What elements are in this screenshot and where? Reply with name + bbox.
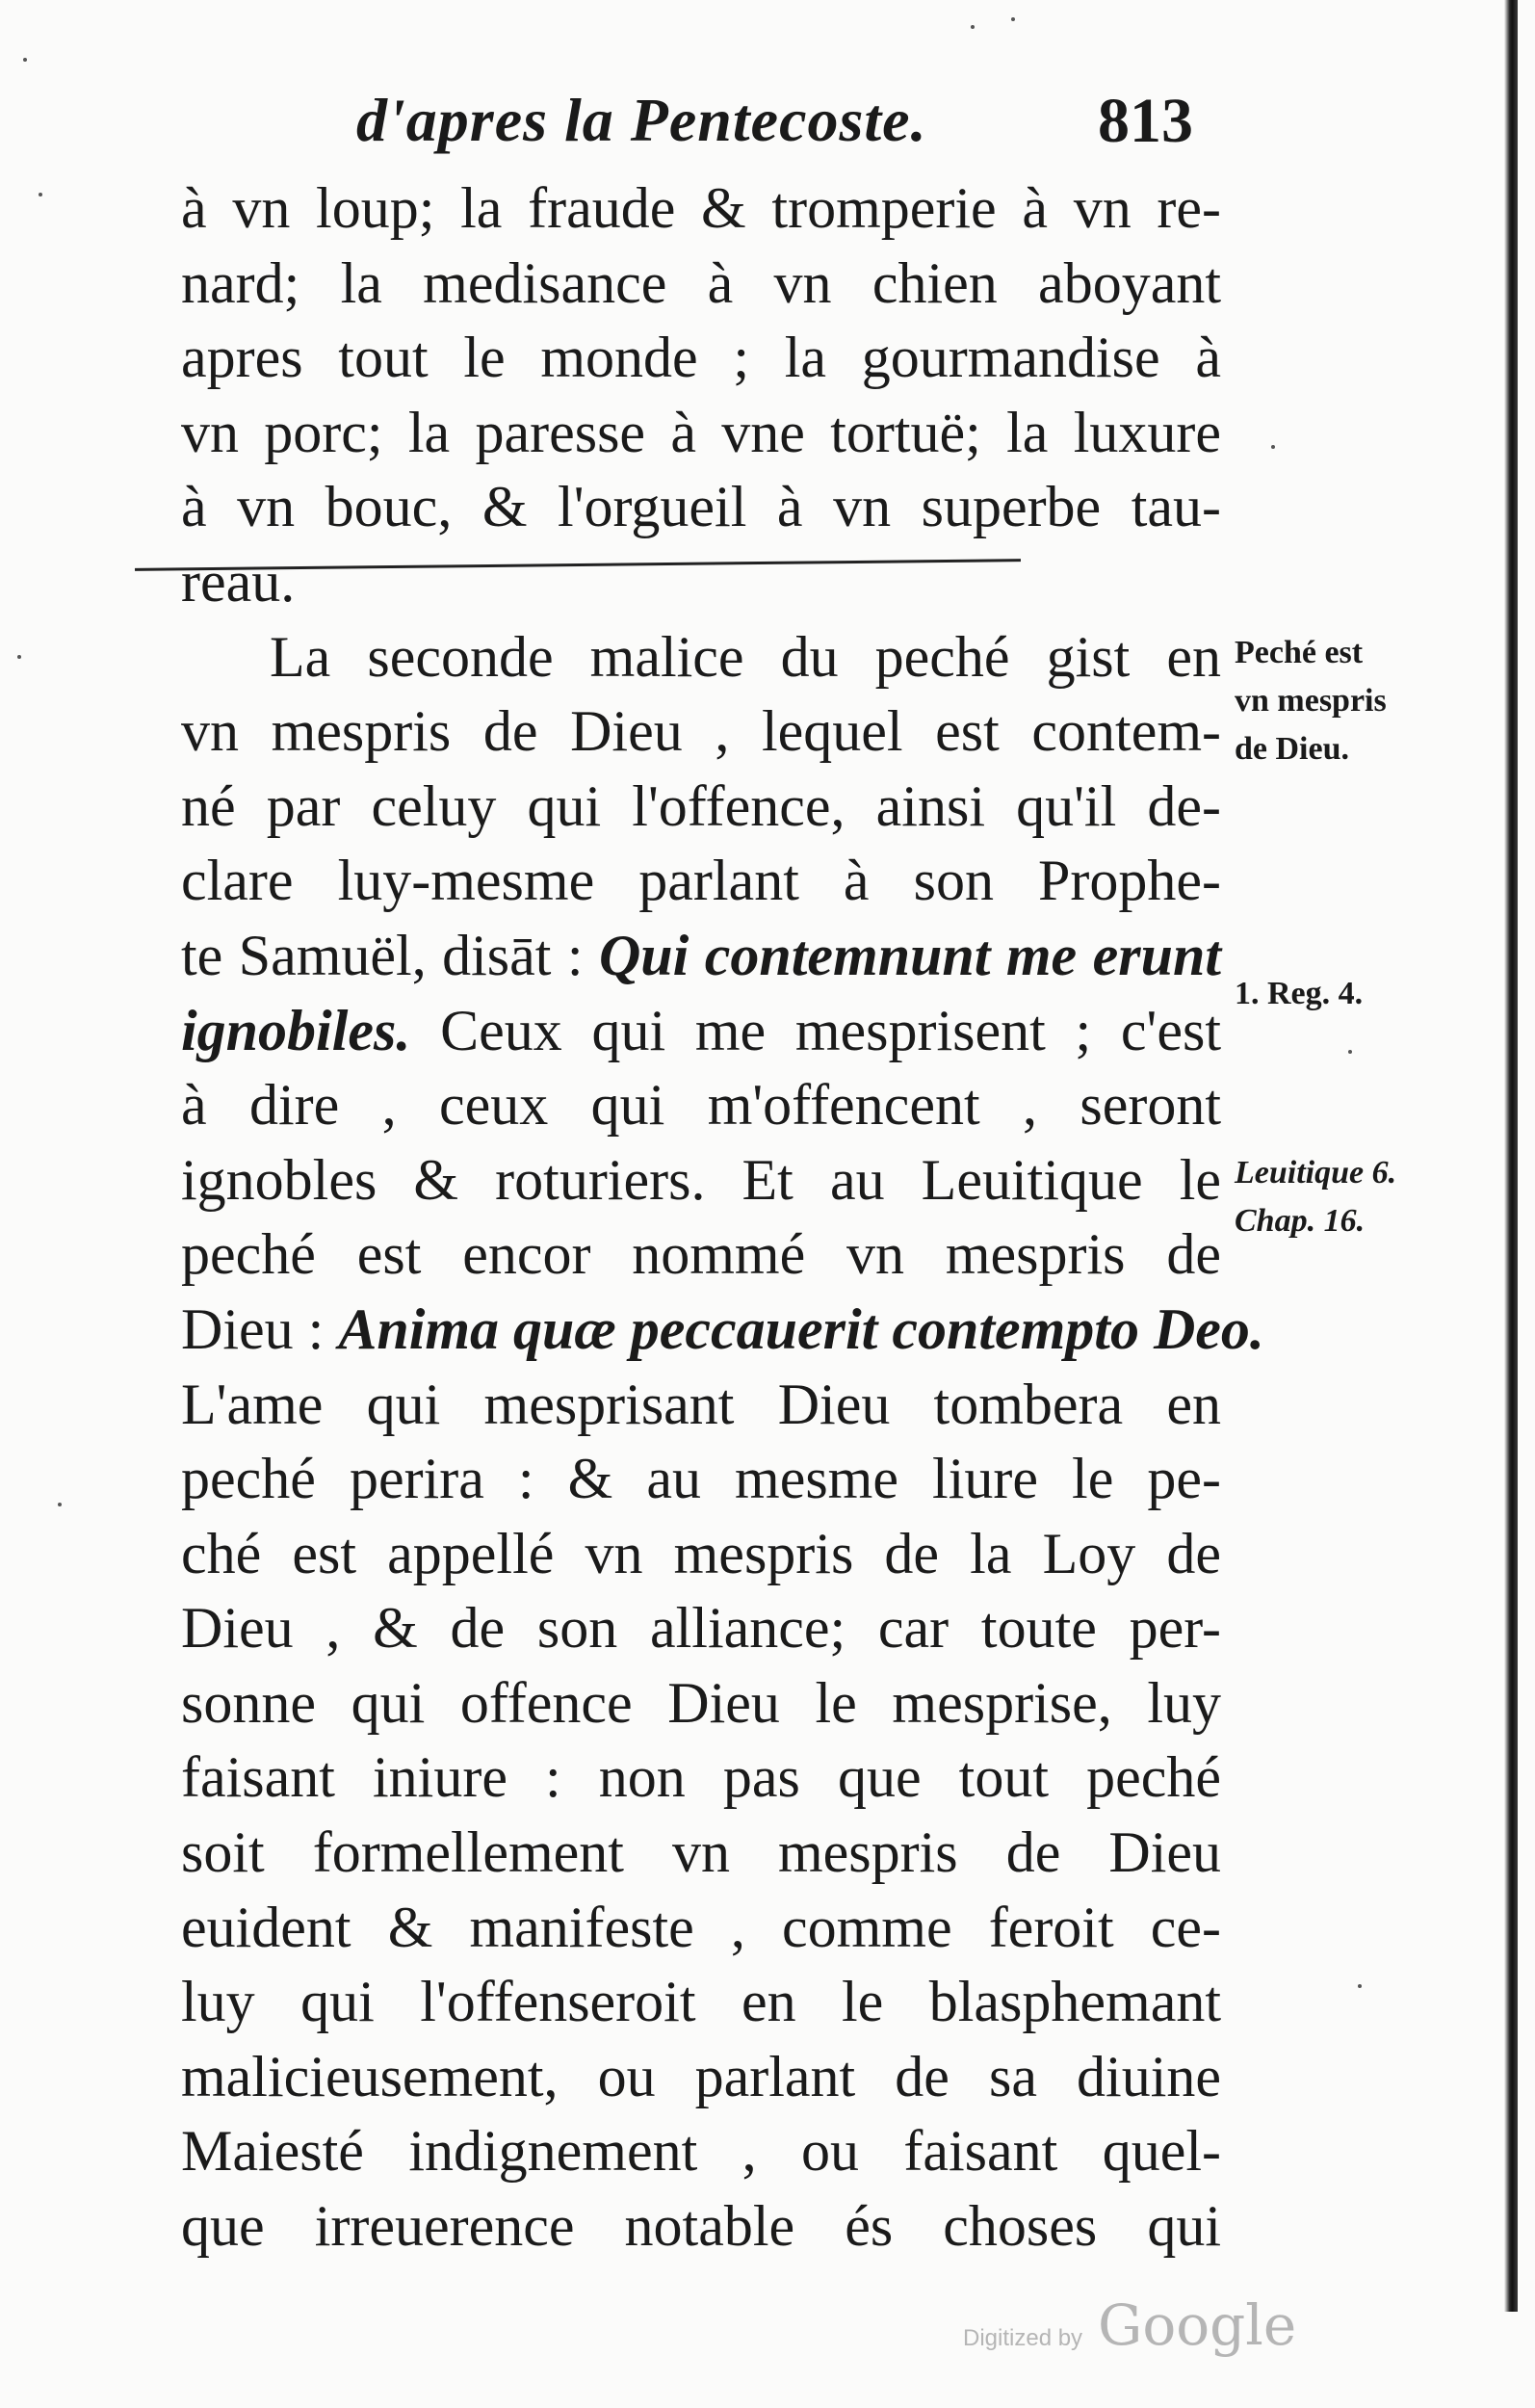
text-line: L'ame qui mesprisant Dieu tombera en — [181, 1372, 1221, 1436]
text-line: Dieu , & de son alliance; car toute per- — [181, 1596, 1221, 1661]
text-segment: Dieu : — [181, 1296, 339, 1361]
text-line: malicieusement, ou parlant de sa diuine — [181, 2044, 1221, 2108]
text-line: vn porc; la paresse à vne tortuë; la luxure — [181, 400, 1221, 464]
text-line: ignobles & roturiers. Et au Leuitique le — [181, 1147, 1221, 1212]
text-line: euident & manifeste , comme feroit ce- — [181, 1895, 1221, 1959]
ink-speck — [58, 1503, 62, 1506]
text-line: né par celuy qui l'offence, ainsi qu'il de- — [181, 773, 1221, 838]
margin-note-line: vn mespris — [1235, 683, 1387, 719]
text-line: à vn bouc, & l'orgueil à vn superbe tau- — [181, 475, 1221, 539]
text-line: à vn loup; la fraude & tromperie à vn re- — [181, 176, 1221, 240]
text-segment: Ceux qui me mesprisent ; c'est — [410, 998, 1221, 1062]
margin-note-line: de Dieu. — [1235, 731, 1349, 767]
text-segment: te Samuël, disāt : — [181, 923, 599, 987]
ink-speck — [1348, 1050, 1352, 1054]
text-line: peché perira : & au mesme liure le pe- — [181, 1447, 1221, 1511]
text-line: que irreuerence notable és choses qui — [181, 2194, 1221, 2259]
text-line: vn mespris de Dieu , lequel est contem- — [181, 699, 1221, 764]
text-line: apres tout le monde ; la gourmandise à — [181, 326, 1221, 390]
body-text — [181, 171, 1264, 2264]
text-line: ché est appellé vn mespris de la Loy de — [181, 1521, 1221, 1585]
text-line-with-latin — [181, 919, 1221, 994]
paragraph-start-line: La seconde malice du peché gist en — [270, 624, 1221, 689]
page-header — [356, 85, 1223, 162]
digitization-watermark — [963, 2292, 1310, 2369]
text-line: soit formellement vn mespris de Dieu — [181, 1820, 1221, 1885]
text-line: luy qui l'offenseroit en le blasphemant — [181, 1970, 1221, 2034]
running-title: d'apres la Pentecoste. — [356, 86, 927, 154]
text-line: reau. — [181, 549, 296, 614]
margin-note-reference: 1. Reg. 4. — [1235, 976, 1364, 1011]
page-number: 813 — [1098, 86, 1193, 156]
text-line-with-latin — [181, 1293, 1264, 1368]
google-logo: Google — [1098, 2292, 1297, 2358]
page-edge-shadow — [1504, 0, 1518, 2312]
text-line: à dire , ceux qui m'offencent , seront — [181, 1073, 1221, 1138]
margin-note-reference: Leuitique 6. — [1235, 1155, 1397, 1191]
watermark-prefix: Digitized by — [963, 2325, 1083, 2351]
ink-speck — [23, 58, 27, 62]
text-line: Maiesté indignement , ou faisant quel- — [181, 2119, 1221, 2184]
text-line: peché est encor nommé vn mespris de — [181, 1222, 1221, 1287]
ink-speck — [1271, 445, 1275, 449]
latin-quotation: Qui contemnunt me erunt — [598, 923, 1221, 987]
ink-speck — [971, 25, 975, 29]
latin-quotation: Anima quæ peccauerit contempto Deo. — [338, 1296, 1264, 1361]
text-line-with-latin — [181, 994, 1221, 1069]
latin-quotation-end: ignobiles. — [181, 998, 411, 1062]
text-line: nard; la medisance à vn chien aboyant — [181, 250, 1221, 315]
text-line: clare luy-mesme parlant à son Prophe- — [181, 849, 1221, 913]
ink-speck — [1011, 17, 1015, 21]
ink-speck — [39, 193, 42, 196]
margin-note-reference: Chap. 16. — [1235, 1203, 1366, 1239]
ink-speck — [1358, 1984, 1362, 1988]
text-line: sonne qui offence Dieu le mesprise, luy — [181, 1670, 1221, 1735]
margin-note-line: Peché est — [1235, 635, 1364, 670]
text-line: faisant iniure : non pas que tout peché — [181, 1745, 1221, 1810]
ink-speck — [17, 655, 21, 659]
